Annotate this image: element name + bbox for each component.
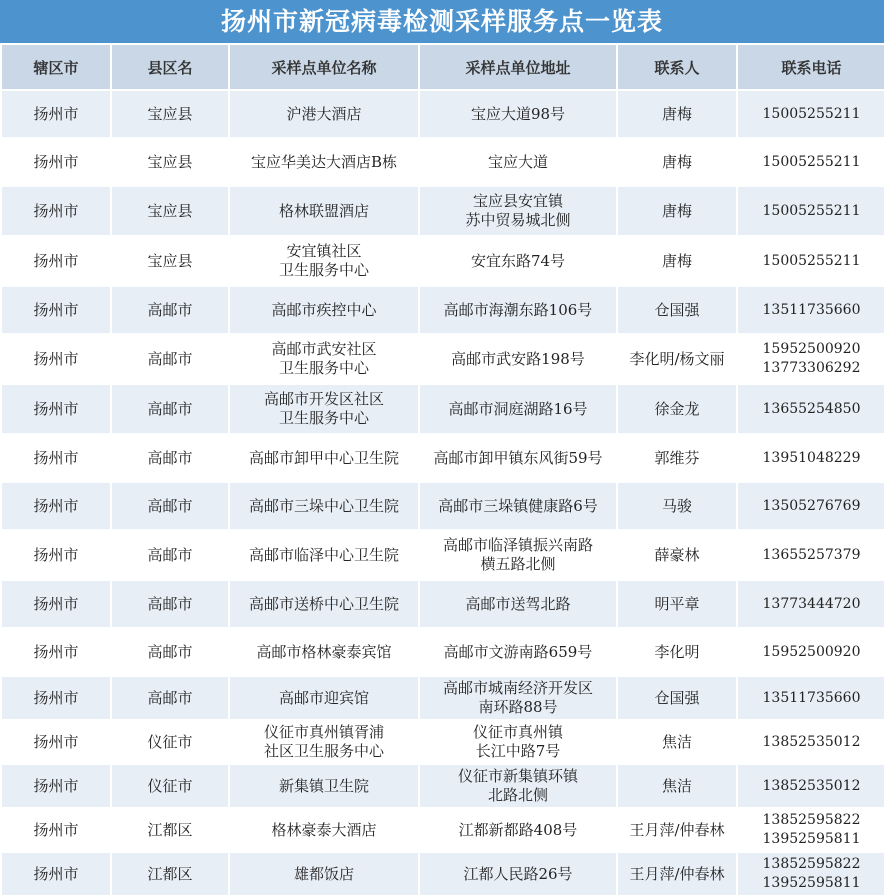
- cell-site-address: 高邮市卸甲镇东风街59号: [419, 434, 617, 482]
- cell-contact: 马骏: [617, 482, 737, 530]
- cell-contact: 徐金龙: [617, 384, 737, 434]
- cell-site-name: 高邮市迎宾馆: [229, 676, 419, 720]
- cell-contact: 李化明: [617, 628, 737, 676]
- header-phone: 联系电话: [737, 44, 884, 90]
- page-title: 扬州市新冠病毒检测采样服务点一览表: [0, 0, 884, 43]
- cell-site-name: 高邮市格林豪泰宾馆: [229, 628, 419, 676]
- cell-district-city: 扬州市: [1, 628, 111, 676]
- cell-contact: 焦洁: [617, 720, 737, 764]
- cell-county: 高邮市: [111, 334, 229, 384]
- table-row: [1, 434, 884, 482]
- cell-site-name: 格林豪泰大酒店: [229, 808, 419, 852]
- cell-phone: 13655254850: [737, 384, 884, 434]
- cell-county: 高邮市: [111, 580, 229, 628]
- cell-contact: 唐梅: [617, 186, 737, 236]
- cell-contact: 薛豪林: [617, 530, 737, 580]
- cell-site-address: 江都人民路26号: [419, 852, 617, 895]
- cell-site-address: 仪征市真州镇 长江中路7号: [419, 720, 617, 764]
- cell-district-city: 扬州市: [1, 764, 111, 808]
- table-row: [1, 580, 884, 628]
- cell-contact: 王月萍/仲春林: [617, 852, 737, 895]
- table-row: [1, 138, 884, 186]
- cell-phone: 13951048229: [737, 434, 884, 482]
- header-site-address: 采样点单位地址: [419, 44, 617, 90]
- cell-contact: 唐梅: [617, 236, 737, 286]
- cell-district-city: 扬州市: [1, 138, 111, 186]
- cell-site-name: 高邮市开发区社区 卫生服务中心: [229, 384, 419, 434]
- cell-site-address: 宝应县安宜镇 苏中贸易城北侧: [419, 186, 617, 236]
- cell-county: 高邮市: [111, 482, 229, 530]
- cell-phone: 15005255211: [737, 138, 884, 186]
- cell-district-city: 扬州市: [1, 530, 111, 580]
- cell-site-name: 高邮市临泽中心卫生院: [229, 530, 419, 580]
- table-row: [1, 808, 884, 852]
- cell-site-address: 高邮市海潮东路106号: [419, 286, 617, 334]
- cell-district-city: 扬州市: [1, 334, 111, 384]
- table-header-row: [1, 44, 884, 90]
- cell-district-city: 扬州市: [1, 852, 111, 895]
- cell-site-address: 高邮市城南经济开发区 南环路88号: [419, 676, 617, 720]
- cell-county: 宝应县: [111, 236, 229, 286]
- cell-county: 高邮市: [111, 286, 229, 334]
- cell-phone: 15005255211: [737, 90, 884, 138]
- table-row: [1, 186, 884, 236]
- cell-district-city: 扬州市: [1, 384, 111, 434]
- table-row: [1, 764, 884, 808]
- cell-district-city: 扬州市: [1, 186, 111, 236]
- cell-site-address: 高邮市临泽镇振兴南路 横五路北侧: [419, 530, 617, 580]
- cell-contact: 郭维芬: [617, 434, 737, 482]
- table-row: [1, 334, 884, 384]
- cell-county: 高邮市: [111, 676, 229, 720]
- cell-contact: 李化明/杨文丽: [617, 334, 737, 384]
- cell-contact: 焦洁: [617, 764, 737, 808]
- cell-site-name: 沪港大酒店: [229, 90, 419, 138]
- cell-phone: 13852535012: [737, 764, 884, 808]
- header-contact: 联系人: [617, 44, 737, 90]
- cell-phone: 13655257379: [737, 530, 884, 580]
- cell-county: 高邮市: [111, 530, 229, 580]
- cell-site-name: 高邮市武安社区 卫生服务中心: [229, 334, 419, 384]
- table-row: [1, 720, 884, 764]
- cell-phone: 15952500920: [737, 628, 884, 676]
- cell-site-name: 高邮市卸甲中心卫生院: [229, 434, 419, 482]
- sampling-sites-table: [0, 43, 884, 895]
- cell-county: 高邮市: [111, 384, 229, 434]
- cell-county: 高邮市: [111, 434, 229, 482]
- cell-site-address: 宝应大道98号: [419, 90, 617, 138]
- table-row: [1, 628, 884, 676]
- cell-phone: 15005255211: [737, 236, 884, 286]
- cell-site-address: 江都新都路408号: [419, 808, 617, 852]
- cell-district-city: 扬州市: [1, 236, 111, 286]
- cell-phone: 13511735660: [737, 286, 884, 334]
- cell-site-name: 高邮市三垛中心卫生院: [229, 482, 419, 530]
- cell-site-address: 高邮市三垛镇健康路6号: [419, 482, 617, 530]
- cell-phone: 13852595822 13952595811: [737, 852, 884, 895]
- cell-site-address: 高邮市送驾北路: [419, 580, 617, 628]
- cell-site-name: 宝应华美达大酒店B栋: [229, 138, 419, 186]
- table-row: [1, 236, 884, 286]
- cell-phone: 13773444720: [737, 580, 884, 628]
- cell-site-name: 新集镇卫生院: [229, 764, 419, 808]
- table-row: [1, 286, 884, 334]
- cell-phone: 13511735660: [737, 676, 884, 720]
- table-row: [1, 90, 884, 138]
- cell-site-name: 安宜镇社区 卫生服务中心: [229, 236, 419, 286]
- cell-district-city: 扬州市: [1, 580, 111, 628]
- cell-contact: 仓国强: [617, 286, 737, 334]
- cell-site-address: 仪征市新集镇环镇 北路北侧: [419, 764, 617, 808]
- cell-phone: 15952500920 13773306292: [737, 334, 884, 384]
- cell-county: 宝应县: [111, 90, 229, 138]
- cell-county: 宝应县: [111, 138, 229, 186]
- cell-district-city: 扬州市: [1, 720, 111, 764]
- cell-district-city: 扬州市: [1, 90, 111, 138]
- cell-phone: 13852595822 13952595811: [737, 808, 884, 852]
- cell-site-address: 高邮市洞庭湖路16号: [419, 384, 617, 434]
- cell-contact: 唐梅: [617, 138, 737, 186]
- table-row: [1, 530, 884, 580]
- table-row: [1, 482, 884, 530]
- cell-site-address: 高邮市文游南路659号: [419, 628, 617, 676]
- cell-phone: 13852535012: [737, 720, 884, 764]
- cell-site-name: 仪征市真州镇胥浦 社区卫生服务中心: [229, 720, 419, 764]
- cell-site-name: 雄都饭店: [229, 852, 419, 895]
- header-site-name: 采样点单位名称: [229, 44, 419, 90]
- cell-phone: 13505276769: [737, 482, 884, 530]
- cell-site-name: 格林联盟酒店: [229, 186, 419, 236]
- cell-contact: 唐梅: [617, 90, 737, 138]
- cell-county: 高邮市: [111, 628, 229, 676]
- cell-county: 江都区: [111, 808, 229, 852]
- cell-phone: 15005255211: [737, 186, 884, 236]
- cell-county: 仪征市: [111, 720, 229, 764]
- table-row: [1, 676, 884, 720]
- cell-site-name: 高邮市疾控中心: [229, 286, 419, 334]
- cell-site-name: 高邮市送桥中心卫生院: [229, 580, 419, 628]
- cell-contact: 仓国强: [617, 676, 737, 720]
- cell-county: 仪征市: [111, 764, 229, 808]
- cell-district-city: 扬州市: [1, 676, 111, 720]
- cell-district-city: 扬州市: [1, 482, 111, 530]
- cell-county: 宝应县: [111, 186, 229, 236]
- cell-site-address: 安宜东路74号: [419, 236, 617, 286]
- table-row: [1, 384, 884, 434]
- cell-district-city: 扬州市: [1, 808, 111, 852]
- cell-county: 江都区: [111, 852, 229, 895]
- table-row: [1, 852, 884, 895]
- cell-site-address: 高邮市武安路198号: [419, 334, 617, 384]
- cell-district-city: 扬州市: [1, 434, 111, 482]
- cell-district-city: 扬州市: [1, 286, 111, 334]
- header-county: 县区名: [111, 44, 229, 90]
- cell-contact: 明平章: [617, 580, 737, 628]
- header-district-city: 辖区市: [1, 44, 111, 90]
- cell-site-address: 宝应大道: [419, 138, 617, 186]
- cell-contact: 王月萍/仲春林: [617, 808, 737, 852]
